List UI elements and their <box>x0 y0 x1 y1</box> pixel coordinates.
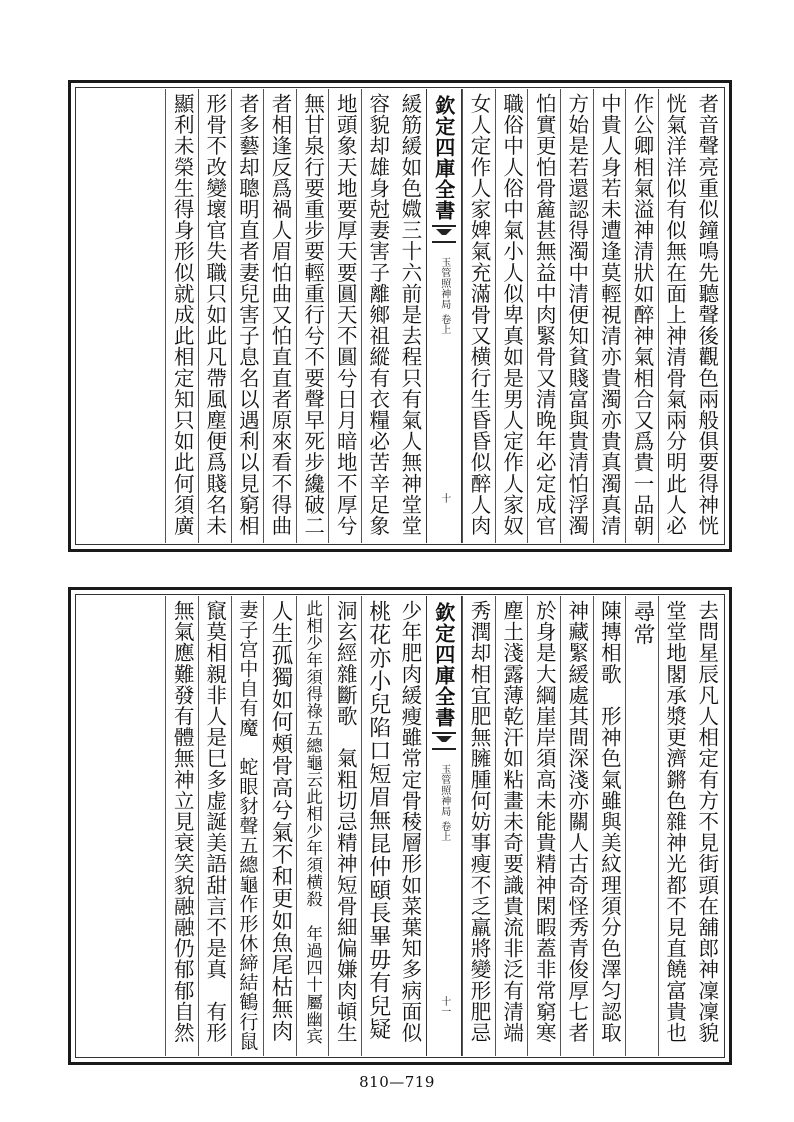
text-column <box>296 596 329 1056</box>
column-text: 緩筋緩如色媺三十六前是去程只有氣人無神堂堂 <box>397 93 422 537</box>
text-column <box>658 89 691 543</box>
column-text: 桃花亦小兒陷口短眉無昆仲頤長畢毋有兒疑 <box>365 600 391 1041</box>
column-text: 者相逢反爲禍人眉怕曲又怕直直者原來看不得曲 <box>267 93 292 537</box>
text-column <box>527 596 560 1056</box>
column-text: 中貴人身若未遭逢莫輕視清亦貴濁亦貴真濁真清 <box>597 93 622 537</box>
column-text: 地頭象天地要厚天要圓天不圓兮日月暗地不厚兮 <box>333 93 358 537</box>
column-text: 陳摶相歌 形神色氣雖與美紋理須分色澤匀認取 <box>597 600 622 1044</box>
column-text: 竄莫相親非人是巳多虚誕美語甜言不是真 有形 <box>202 600 227 1044</box>
column-text: 於身是大綱崖岸須高未能貴精神閑暇蓋非常窮寒 <box>532 600 557 1044</box>
column-text: 怕實更怕骨麄甚無益中肉緊骨又清晚年必定成官 <box>532 93 557 537</box>
column-text: 去問星辰凡人相定有方不見街頭在舖郎神凜凜貌 <box>694 600 719 1044</box>
text-column <box>165 89 198 543</box>
page-footer-number: 810—719 <box>359 1073 435 1091</box>
text-column <box>394 596 427 1056</box>
text-column <box>165 596 198 1056</box>
column-text: 女人定作人家婢氣充滿骨又横行生昏昏似醉人肉 <box>466 93 491 537</box>
text-column <box>560 596 593 1056</box>
text-column <box>462 596 495 1056</box>
text-column <box>658 596 691 1056</box>
text-column <box>231 596 264 1056</box>
column-text: 恍氣洋洋似有似無在面上神清骨氣兩分明此人必 <box>662 93 687 537</box>
center-gutter <box>426 89 462 543</box>
text-column <box>462 89 495 543</box>
volume-label: 卷上 <box>438 820 450 841</box>
text-column <box>296 89 329 543</box>
text-column <box>198 596 231 1056</box>
text-column <box>328 596 361 1056</box>
text-column <box>690 596 723 1056</box>
text-column <box>361 596 394 1056</box>
column-text: 人生孤獨如何頰骨高兮氣不和更如魚尾枯無肉 <box>267 600 293 1042</box>
column-text: 妻子宫中自有魔 蛇眼豺聲五總龜作形休締結鶴行鼠 <box>236 600 259 1051</box>
column-text: 塵土淺露薄乾汗如粘畫未奇要識貴流非泛有清端 <box>499 600 524 1044</box>
column-text: 尋常 <box>629 600 655 647</box>
column-text: 方始是若還認得濁中清便知貧賤富與貴清怕浮濁 <box>564 93 589 537</box>
library-title: 欽定四庫全書 <box>431 95 456 221</box>
fish-tail-ornament-icon <box>432 225 456 243</box>
column-text: 少年肥肉緩瘦雖常定骨稜層形如菜葉知多病面似 <box>397 600 422 1044</box>
column-text: 堂堂地閣承漿更濟鏘色雜神光都不見直饒富貴也 <box>662 600 687 1044</box>
text-column <box>394 89 427 543</box>
bottom-page-frame <box>68 587 732 1065</box>
top-page-frame <box>68 80 732 552</box>
bottom-text-area <box>77 596 723 1056</box>
text-column <box>495 89 528 543</box>
leaf-number: 十 <box>438 493 450 503</box>
column-text: 無氣應難發有體無神立見衰笑貌融融仍郁郁自然 <box>170 600 195 1044</box>
library-title: 欽定四庫全書 <box>431 602 456 728</box>
column-text: 無甘泉行要重步要輕重行兮不要聲早死步纔破二 <box>300 93 325 537</box>
text-column <box>328 89 361 543</box>
text-column <box>263 596 296 1056</box>
column-text: 形骨不改變壞官失職只如此凡帶風塵便爲賤名未 <box>202 93 227 537</box>
leaf-number: 十一 <box>438 996 450 1016</box>
text-column <box>263 89 296 543</box>
text-column <box>231 89 264 543</box>
center-gutter <box>426 596 462 1056</box>
text-column <box>361 89 394 543</box>
column-text: 容貌却雄身尅妻害子離鄉祖縱有衣糧必苦辛足象 <box>365 93 390 537</box>
top-text-area <box>77 89 723 543</box>
column-text: 顯利未榮生得身形似就成此相定知只如此何須廣 <box>170 93 195 537</box>
column-text: 神藏緊緩處其間深淺亦關人古奇怪秀青俊厚七者 <box>564 600 589 1044</box>
text-column <box>527 89 560 543</box>
column-text: 此相少年須得祿五總龜云此相少年須横殺 年過四十屬幽宾 <box>303 600 323 1045</box>
text-column <box>593 596 626 1056</box>
text-column <box>495 596 528 1056</box>
column-text: 作公卿相氣溢神清狀如醉神氣相合又爲貴一品朝 <box>629 93 654 537</box>
text-column <box>625 89 658 543</box>
book-title: 玉管照神局 <box>438 764 450 817</box>
text-column <box>593 89 626 543</box>
text-column <box>690 89 723 543</box>
column-text: 秀潤却相宜肥無臃腫何妨事瘦不乏羸將變形肥忌 <box>466 600 491 1044</box>
column-text: 者音聲亮重似鐘鳴先聽聲後觀色兩般俱要得神恍 <box>694 93 719 537</box>
volume-label: 卷上 <box>438 313 450 334</box>
column-text: 洞玄經雜斷歌 氣粗切忌精神短骨細偏嫌肉頓生 <box>333 600 358 1044</box>
column-text: 者多藝却聰明直者妻兒害子息名以遇利以見窮相 <box>235 93 260 537</box>
column-text: 職俗中人俗中氣小人似卑真如是男人定作人家奴 <box>499 93 524 537</box>
text-column <box>625 596 658 1056</box>
text-column <box>198 89 231 543</box>
text-column <box>560 89 593 543</box>
fish-tail-ornament-icon <box>432 732 456 750</box>
book-title: 玉管照神局 <box>438 257 450 310</box>
